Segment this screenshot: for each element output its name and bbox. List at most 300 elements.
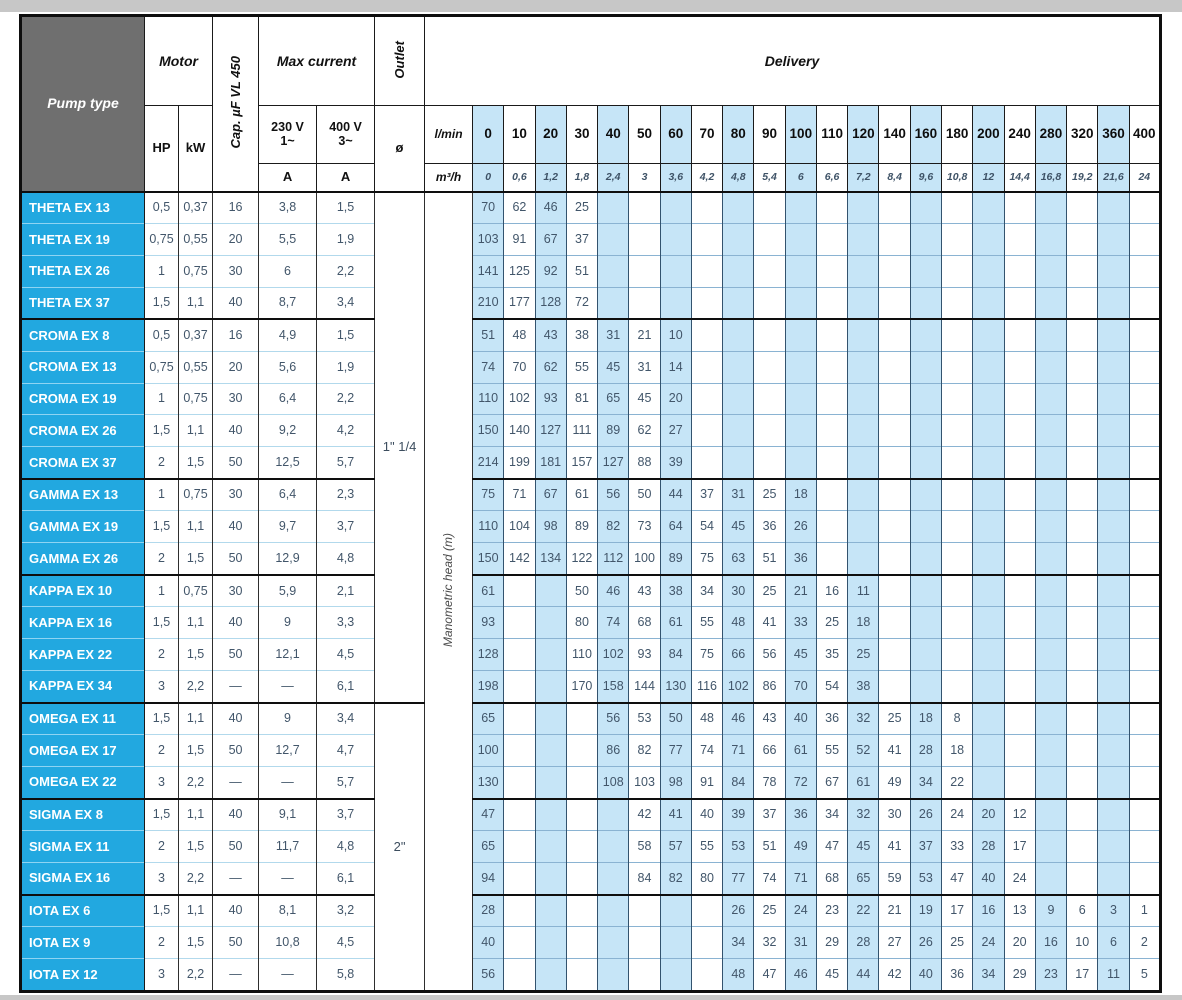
delivery-cell: 48 bbox=[723, 959, 754, 992]
delivery-cell bbox=[848, 287, 879, 319]
delivery-cell: 26 bbox=[723, 895, 754, 927]
delivery-cell: 43 bbox=[629, 575, 660, 607]
delivery-cell bbox=[754, 192, 785, 224]
table-row bbox=[21, 895, 1161, 927]
delivery-cell: 48 bbox=[723, 607, 754, 639]
delivery-cell bbox=[1004, 447, 1035, 479]
delivery-cell: 93 bbox=[629, 639, 660, 671]
delivery-cell: 41 bbox=[879, 831, 910, 863]
delivery-cell: 24 bbox=[1004, 862, 1035, 894]
delivery-cell: 158 bbox=[598, 670, 629, 702]
delivery-cell bbox=[1004, 383, 1035, 415]
pump-name-cell: OMEGA EX 11 bbox=[21, 703, 145, 735]
delivery-cell: 110 bbox=[566, 639, 597, 671]
hp-cell: 3 bbox=[145, 670, 179, 702]
delivery-cell bbox=[1129, 224, 1160, 256]
delivery-cell: 65 bbox=[473, 703, 504, 735]
delivery-cell: 84 bbox=[629, 862, 660, 894]
hp-cell: 1 bbox=[145, 255, 179, 287]
delivery-cell bbox=[723, 351, 754, 383]
delivery-cell: 72 bbox=[566, 287, 597, 319]
delivery-cell: 45 bbox=[629, 383, 660, 415]
delivery-cell bbox=[1035, 351, 1066, 383]
delivery-cell: 46 bbox=[535, 192, 566, 224]
delivery-cell: 77 bbox=[660, 735, 691, 767]
delivery-cell: 40 bbox=[691, 799, 722, 831]
delivery-cell bbox=[1067, 831, 1098, 863]
delivery-cell bbox=[1098, 383, 1129, 415]
header-m3h: m³/h bbox=[425, 164, 473, 192]
cap-cell: 20 bbox=[213, 351, 259, 383]
delivery-cell: 88 bbox=[629, 447, 660, 479]
header-amp-400: A bbox=[317, 164, 375, 192]
delivery-cell bbox=[942, 319, 973, 351]
header-capacitor bbox=[213, 16, 259, 192]
pump-name-cell: SIGMA EX 11 bbox=[21, 831, 145, 863]
delivery-cell bbox=[942, 447, 973, 479]
delivery-cell: 54 bbox=[691, 511, 722, 543]
delivery-cell: 89 bbox=[566, 511, 597, 543]
header-delivery: Delivery bbox=[425, 16, 1161, 106]
current-400-cell: 2,1 bbox=[317, 575, 375, 607]
delivery-cell bbox=[598, 287, 629, 319]
delivery-cell bbox=[942, 383, 973, 415]
delivery-cell bbox=[504, 703, 535, 735]
delivery-cell bbox=[1098, 447, 1129, 479]
delivery-cell bbox=[910, 319, 941, 351]
delivery-cell: 67 bbox=[816, 766, 847, 798]
delivery-cell: 25 bbox=[754, 479, 785, 511]
delivery-cell: 64 bbox=[660, 511, 691, 543]
delivery-m3h-value: 9,6 bbox=[910, 164, 941, 192]
delivery-m3h-value: 16,8 bbox=[1035, 164, 1066, 192]
delivery-cell: 57 bbox=[660, 831, 691, 863]
table-row bbox=[21, 575, 1161, 607]
delivery-cell: 22 bbox=[942, 766, 973, 798]
header-max-current: Max current bbox=[259, 16, 375, 106]
table-row bbox=[21, 255, 1161, 287]
delivery-cell bbox=[1035, 639, 1066, 671]
delivery-cell bbox=[1129, 639, 1160, 671]
delivery-cell: 19 bbox=[910, 895, 941, 927]
delivery-cell bbox=[566, 735, 597, 767]
delivery-cell: 66 bbox=[754, 735, 785, 767]
delivery-cell bbox=[691, 959, 722, 992]
delivery-cell: 74 bbox=[754, 862, 785, 894]
delivery-cell: 25 bbox=[754, 575, 785, 607]
current-400-cell: 4,5 bbox=[317, 639, 375, 671]
delivery-cell bbox=[1067, 383, 1098, 415]
table-row bbox=[21, 511, 1161, 543]
header-diameter: ø bbox=[375, 106, 425, 192]
table-row bbox=[21, 607, 1161, 639]
delivery-cell: 26 bbox=[910, 799, 941, 831]
delivery-cell bbox=[1067, 319, 1098, 351]
delivery-cell: 125 bbox=[504, 255, 535, 287]
delivery-cell: 91 bbox=[691, 766, 722, 798]
delivery-cell bbox=[879, 479, 910, 511]
delivery-cell bbox=[1067, 287, 1098, 319]
delivery-cell bbox=[566, 862, 597, 894]
delivery-cell: 128 bbox=[473, 639, 504, 671]
hp-cell: 0,75 bbox=[145, 224, 179, 256]
delivery-cell: 44 bbox=[660, 479, 691, 511]
delivery-lmin-value: 0 bbox=[473, 106, 504, 164]
pump-name-cell: OMEGA EX 22 bbox=[21, 766, 145, 798]
delivery-m3h-value: 2,4 bbox=[598, 164, 629, 192]
delivery-cell bbox=[1067, 224, 1098, 256]
delivery-cell: 50 bbox=[566, 575, 597, 607]
delivery-cell: 30 bbox=[723, 575, 754, 607]
delivery-cell bbox=[848, 383, 879, 415]
delivery-cell: 67 bbox=[535, 479, 566, 511]
delivery-cell bbox=[1035, 766, 1066, 798]
delivery-cell bbox=[1004, 607, 1035, 639]
delivery-cell: 22 bbox=[848, 895, 879, 927]
delivery-cell bbox=[848, 447, 879, 479]
pump-name-cell: THETA EX 26 bbox=[21, 255, 145, 287]
current-400-cell: 2,3 bbox=[317, 479, 375, 511]
delivery-cell: 47 bbox=[473, 799, 504, 831]
delivery-cell: 47 bbox=[816, 831, 847, 863]
delivery-cell: 38 bbox=[566, 319, 597, 351]
delivery-cell: 9 bbox=[1035, 895, 1066, 927]
delivery-cell bbox=[629, 287, 660, 319]
delivery-cell: 24 bbox=[973, 927, 1004, 959]
delivery-m3h-value: 4,2 bbox=[691, 164, 722, 192]
pump-name-cell: GAMMA EX 19 bbox=[21, 511, 145, 543]
delivery-cell: 39 bbox=[660, 447, 691, 479]
delivery-cell bbox=[942, 607, 973, 639]
delivery-cell bbox=[910, 287, 941, 319]
delivery-m3h-value: 10,8 bbox=[942, 164, 973, 192]
delivery-cell bbox=[535, 735, 566, 767]
delivery-cell: 122 bbox=[566, 543, 597, 575]
kw-cell: 0,75 bbox=[179, 383, 213, 415]
header-amp-230: A bbox=[259, 164, 317, 192]
current-400-cell: 4,8 bbox=[317, 543, 375, 575]
delivery-cell bbox=[629, 224, 660, 256]
delivery-cell: 17 bbox=[942, 895, 973, 927]
delivery-lmin-value: 120 bbox=[848, 106, 879, 164]
delivery-cell bbox=[691, 895, 722, 927]
delivery-cell bbox=[1035, 831, 1066, 863]
delivery-cell bbox=[1129, 511, 1160, 543]
delivery-cell: 6 bbox=[1067, 895, 1098, 927]
delivery-cell bbox=[1098, 735, 1129, 767]
delivery-cell bbox=[973, 766, 1004, 798]
pump-name-cell: KAPPA EX 16 bbox=[21, 607, 145, 639]
pump-name-cell: CROMA EX 37 bbox=[21, 447, 145, 479]
kw-cell: 1,1 bbox=[179, 703, 213, 735]
delivery-cell bbox=[910, 511, 941, 543]
delivery-cell bbox=[973, 639, 1004, 671]
pump-name-cell: CROMA EX 8 bbox=[21, 319, 145, 351]
delivery-cell bbox=[1129, 735, 1160, 767]
current-400-cell: 3,4 bbox=[317, 703, 375, 735]
delivery-cell bbox=[598, 895, 629, 927]
delivery-cell: 48 bbox=[691, 703, 722, 735]
delivery-cell bbox=[942, 543, 973, 575]
delivery-cell: 112 bbox=[598, 543, 629, 575]
delivery-cell: 32 bbox=[848, 703, 879, 735]
delivery-cell bbox=[1035, 703, 1066, 735]
current-400-cell: 3,7 bbox=[317, 511, 375, 543]
outlet-size-cell: 2" bbox=[375, 703, 425, 992]
delivery-cell bbox=[1035, 575, 1066, 607]
delivery-cell: 92 bbox=[535, 255, 566, 287]
kw-cell: 0,75 bbox=[179, 479, 213, 511]
delivery-cell: 12 bbox=[1004, 799, 1035, 831]
delivery-cell: 102 bbox=[598, 639, 629, 671]
pump-name-cell: KAPPA EX 22 bbox=[21, 639, 145, 671]
kw-cell: 1,5 bbox=[179, 735, 213, 767]
pump-name-cell: THETA EX 19 bbox=[21, 224, 145, 256]
delivery-cell bbox=[1098, 703, 1129, 735]
delivery-cell: 3 bbox=[1098, 895, 1129, 927]
delivery-cell: 110 bbox=[473, 511, 504, 543]
delivery-cell bbox=[973, 287, 1004, 319]
cap-cell: 50 bbox=[213, 447, 259, 479]
delivery-cell bbox=[973, 351, 1004, 383]
delivery-m3h-value: 6 bbox=[785, 164, 816, 192]
delivery-cell: 80 bbox=[566, 607, 597, 639]
current-400-cell: 4,2 bbox=[317, 415, 375, 447]
delivery-cell: 28 bbox=[473, 895, 504, 927]
delivery-cell bbox=[785, 255, 816, 287]
delivery-cell: 65 bbox=[848, 862, 879, 894]
delivery-cell bbox=[598, 927, 629, 959]
delivery-cell: 6 bbox=[1098, 927, 1129, 959]
delivery-cell bbox=[1098, 543, 1129, 575]
table-row bbox=[21, 766, 1161, 798]
delivery-m3h-value: 0 bbox=[473, 164, 504, 192]
current-400-cell: 3,4 bbox=[317, 287, 375, 319]
delivery-cell bbox=[1067, 703, 1098, 735]
delivery-cell bbox=[816, 224, 847, 256]
delivery-cell: 1 bbox=[1129, 895, 1160, 927]
delivery-cell bbox=[879, 415, 910, 447]
delivery-cell: 82 bbox=[629, 735, 660, 767]
delivery-cell bbox=[879, 447, 910, 479]
delivery-cell: 31 bbox=[785, 927, 816, 959]
pump-name-cell: GAMMA EX 13 bbox=[21, 479, 145, 511]
cap-cell: 40 bbox=[213, 799, 259, 831]
delivery-cell bbox=[973, 415, 1004, 447]
delivery-cell: 177 bbox=[504, 287, 535, 319]
delivery-cell bbox=[1035, 447, 1066, 479]
delivery-cell: 71 bbox=[723, 735, 754, 767]
cap-cell: 40 bbox=[213, 415, 259, 447]
delivery-cell bbox=[973, 447, 1004, 479]
delivery-cell bbox=[1098, 287, 1129, 319]
delivery-cell: 36 bbox=[816, 703, 847, 735]
delivery-cell: 71 bbox=[785, 862, 816, 894]
delivery-cell: 42 bbox=[629, 799, 660, 831]
delivery-cell: 49 bbox=[785, 831, 816, 863]
delivery-cell bbox=[1035, 543, 1066, 575]
delivery-cell bbox=[1129, 766, 1160, 798]
cap-cell: 16 bbox=[213, 319, 259, 351]
delivery-cell bbox=[504, 862, 535, 894]
delivery-cell bbox=[1004, 511, 1035, 543]
current-230-cell: 4,9 bbox=[259, 319, 317, 351]
hp-cell: 2 bbox=[145, 927, 179, 959]
delivery-lmin-value: 70 bbox=[691, 106, 722, 164]
delivery-lmin-value: 140 bbox=[879, 106, 910, 164]
delivery-cell: 36 bbox=[754, 511, 785, 543]
delivery-cell bbox=[785, 351, 816, 383]
delivery-cell bbox=[1004, 543, 1035, 575]
delivery-cell: 55 bbox=[691, 607, 722, 639]
delivery-cell bbox=[1004, 224, 1035, 256]
header-pump-type: Pump type bbox=[21, 16, 145, 192]
pump-name-cell: KAPPA EX 10 bbox=[21, 575, 145, 607]
delivery-cell bbox=[1129, 479, 1160, 511]
delivery-cell bbox=[910, 607, 941, 639]
delivery-cell bbox=[723, 287, 754, 319]
delivery-m3h-value: 12 bbox=[973, 164, 1004, 192]
delivery-cell bbox=[1035, 735, 1066, 767]
current-230-cell: 3,8 bbox=[259, 192, 317, 224]
current-230-cell: 8,7 bbox=[259, 287, 317, 319]
delivery-m3h-value: 6,6 bbox=[816, 164, 847, 192]
delivery-cell: 36 bbox=[942, 959, 973, 992]
delivery-cell bbox=[1098, 319, 1129, 351]
delivery-cell bbox=[504, 927, 535, 959]
delivery-cell bbox=[848, 319, 879, 351]
delivery-m3h-value: 14,4 bbox=[1004, 164, 1035, 192]
delivery-cell: 61 bbox=[566, 479, 597, 511]
delivery-cell bbox=[1035, 479, 1066, 511]
delivery-cell bbox=[942, 479, 973, 511]
delivery-cell: 51 bbox=[754, 543, 785, 575]
delivery-cell: 46 bbox=[785, 959, 816, 992]
current-400-cell: 3,3 bbox=[317, 607, 375, 639]
delivery-cell bbox=[754, 287, 785, 319]
delivery-cell: 111 bbox=[566, 415, 597, 447]
delivery-cell: 20 bbox=[1004, 927, 1035, 959]
delivery-cell: 62 bbox=[629, 415, 660, 447]
delivery-cell bbox=[504, 831, 535, 863]
hp-cell: 1 bbox=[145, 383, 179, 415]
delivery-cell bbox=[1098, 607, 1129, 639]
delivery-cell: 70 bbox=[785, 670, 816, 702]
delivery-cell bbox=[785, 192, 816, 224]
delivery-cell bbox=[1129, 319, 1160, 351]
delivery-cell bbox=[973, 319, 1004, 351]
delivery-cell: 144 bbox=[629, 670, 660, 702]
delivery-cell bbox=[973, 670, 1004, 702]
delivery-cell bbox=[660, 959, 691, 992]
delivery-cell: 18 bbox=[942, 735, 973, 767]
delivery-cell bbox=[942, 255, 973, 287]
delivery-cell: 55 bbox=[691, 831, 722, 863]
delivery-cell bbox=[691, 255, 722, 287]
delivery-lmin-value: 280 bbox=[1035, 106, 1066, 164]
kw-cell: 1,5 bbox=[179, 543, 213, 575]
cap-cell: 30 bbox=[213, 255, 259, 287]
pump-name-cell: IOTA EX 9 bbox=[21, 927, 145, 959]
delivery-cell: 74 bbox=[598, 607, 629, 639]
delivery-cell bbox=[754, 255, 785, 287]
delivery-cell bbox=[1098, 799, 1129, 831]
delivery-cell: 61 bbox=[473, 575, 504, 607]
delivery-cell bbox=[1129, 799, 1160, 831]
delivery-lmin-value: 10 bbox=[504, 106, 535, 164]
delivery-cell bbox=[691, 383, 722, 415]
delivery-cell bbox=[754, 319, 785, 351]
delivery-cell: 32 bbox=[848, 799, 879, 831]
delivery-cell bbox=[1067, 862, 1098, 894]
delivery-cell bbox=[1004, 575, 1035, 607]
header-230v-line1: 230 V bbox=[271, 120, 304, 135]
delivery-cell bbox=[1129, 287, 1160, 319]
delivery-cell bbox=[1098, 255, 1129, 287]
delivery-cell bbox=[504, 766, 535, 798]
delivery-cell bbox=[942, 415, 973, 447]
hp-cell: 3 bbox=[145, 959, 179, 992]
header-400v-line2: 3~ bbox=[338, 133, 353, 148]
delivery-cell bbox=[816, 543, 847, 575]
delivery-cell bbox=[785, 287, 816, 319]
hp-cell: 2 bbox=[145, 447, 179, 479]
delivery-cell: 5 bbox=[1129, 959, 1160, 992]
delivery-cell: 48 bbox=[504, 319, 535, 351]
table-row bbox=[21, 735, 1161, 767]
table-row bbox=[21, 831, 1161, 863]
delivery-lmin-value: 30 bbox=[566, 106, 597, 164]
hp-cell: 3 bbox=[145, 766, 179, 798]
delivery-cell bbox=[879, 575, 910, 607]
cap-cell: 50 bbox=[213, 543, 259, 575]
delivery-cell bbox=[1067, 255, 1098, 287]
delivery-cell bbox=[973, 735, 1004, 767]
cap-cell: — bbox=[213, 959, 259, 992]
delivery-cell bbox=[1129, 670, 1160, 702]
delivery-cell: 130 bbox=[660, 670, 691, 702]
delivery-cell bbox=[691, 447, 722, 479]
delivery-cell: 43 bbox=[535, 319, 566, 351]
delivery-cell: 30 bbox=[879, 799, 910, 831]
delivery-cell: 84 bbox=[723, 766, 754, 798]
delivery-m3h-value: 1,8 bbox=[566, 164, 597, 192]
delivery-cell bbox=[816, 255, 847, 287]
delivery-m3h-value: 8,4 bbox=[879, 164, 910, 192]
delivery-cell bbox=[1098, 479, 1129, 511]
delivery-cell bbox=[1067, 766, 1098, 798]
delivery-cell: 13 bbox=[1004, 895, 1035, 927]
current-230-cell: 9,7 bbox=[259, 511, 317, 543]
delivery-cell: 66 bbox=[723, 639, 754, 671]
current-400-cell: 1,5 bbox=[317, 319, 375, 351]
hp-cell: 1,5 bbox=[145, 287, 179, 319]
current-230-cell: — bbox=[259, 766, 317, 798]
current-400-cell: 4,8 bbox=[317, 831, 375, 863]
delivery-cell: 56 bbox=[754, 639, 785, 671]
delivery-cell bbox=[1098, 831, 1129, 863]
manometric-head-cell bbox=[425, 192, 473, 992]
cap-cell: 40 bbox=[213, 703, 259, 735]
delivery-cell bbox=[629, 192, 660, 224]
cap-cell: 40 bbox=[213, 895, 259, 927]
table-row bbox=[21, 479, 1161, 511]
delivery-cell bbox=[1098, 192, 1129, 224]
delivery-cell bbox=[879, 319, 910, 351]
hp-cell: 1,5 bbox=[145, 799, 179, 831]
pump-name-cell: CROMA EX 26 bbox=[21, 415, 145, 447]
delivery-cell bbox=[1067, 735, 1098, 767]
